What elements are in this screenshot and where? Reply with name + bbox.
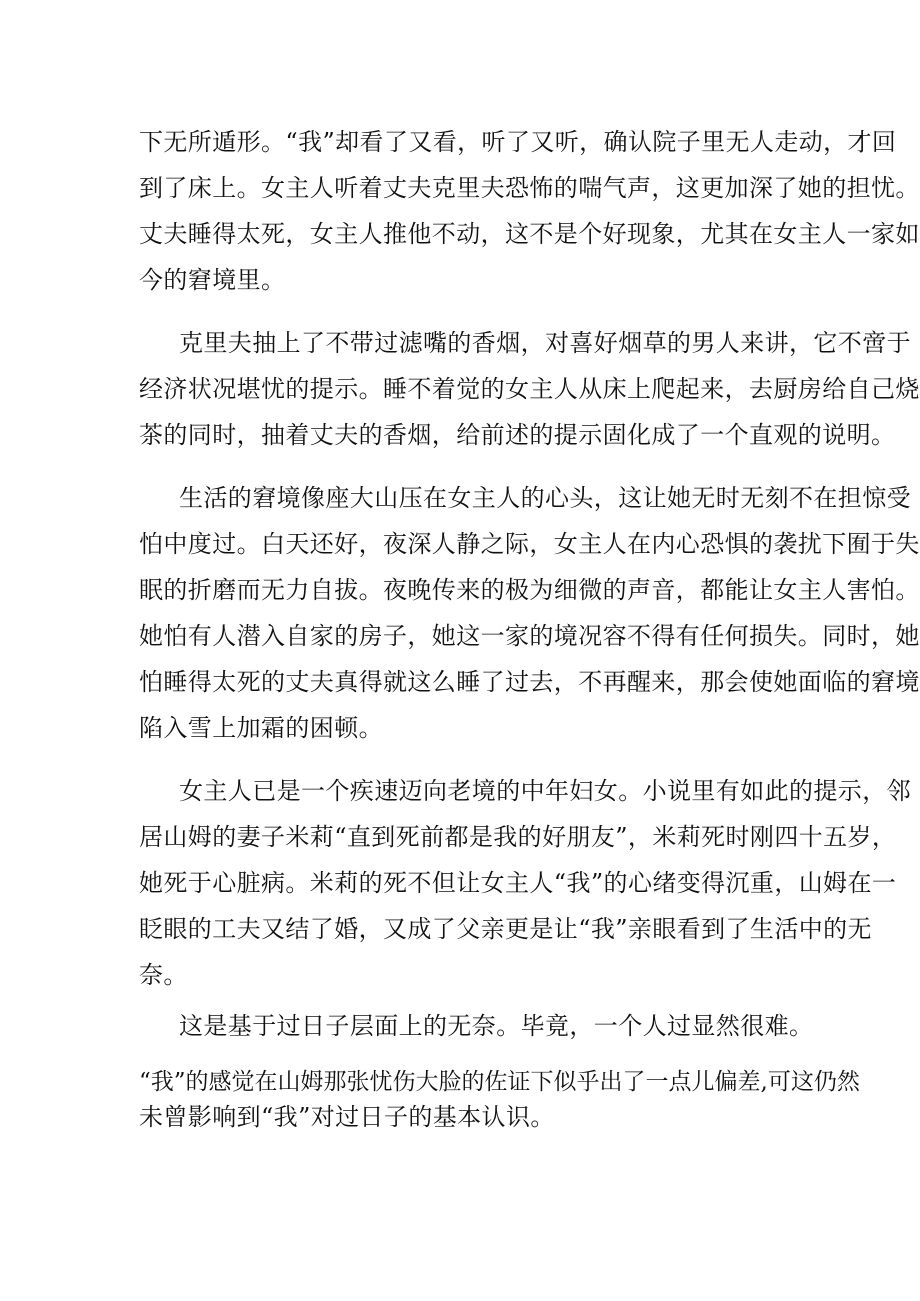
paragraph-1-line-4: 今的窘境里。 [139, 266, 286, 294]
paragraph-6-line-1: “我”的感觉在山姆那张忧伤大脸的佐证下似乎出了一点儿偏差,可这仍然 [139, 1069, 860, 1095]
paragraph-4-line-2: 居山姆的妻子米莉“直到死前都是我的好朋友”，米莉死时刚四十五岁， [139, 823, 897, 851]
paragraph-2-line-2: 经济状况堪忧的提示。睡不着觉的女主人从床上爬起来，去厨房给自己烧 [139, 375, 920, 403]
paragraph-3-line-5: 怕睡得太死的丈夫真得就这么睡了过去，不再醒来，那会使她面临的窘境 [139, 668, 920, 696]
paragraph-3-line-4: 她怕有人潜入自家的房子，她这一家的境况容不得有任何损失。同时，她 [139, 622, 920, 650]
paragraph-5-line-1: 这是基于过日子层面上的无奈。毕竟，一个人过显然很难。 [179, 1012, 814, 1040]
paragraph-6-line-2: 未曾影响到“我”对过日子的基本认识。 [139, 1103, 555, 1131]
paragraph-4-line-1: 女主人已是一个疾速迈向老境的中年妇女。小说里有如此的提示，邻 [179, 777, 911, 805]
paragraph-2-line-1: 克里夫抽上了不带过滤嘴的香烟，对喜好烟草的男人来讲，它不啻于 [179, 329, 911, 357]
paragraph-4-line-4: 眨眼的工夫又结了婚，又成了父亲更是让“我”亲眼看到了生活中的无 [139, 915, 872, 943]
paragraph-4-line-3: 她死于心脏病。米莉的死不但让女主人“我”的心绪变得沉重，山姆在一 [139, 869, 897, 897]
paragraph-1-line-3: 丈夫睡得太死，女主人推他不动，这不是个好现象，尤其在女主人一家如 [139, 220, 920, 248]
paragraph-1-line-2: 到了床上。女主人听着丈夫克里夫恐怖的喘气声，这更加深了她的担忧。 [139, 174, 920, 202]
paragraph-3-line-3: 眠的折磨而无力自拔。夜晚传来的极为细微的声音，都能让女主人害怕。 [139, 576, 920, 604]
paragraph-3-line-2: 怕中度过。白天还好，夜深人静之际，女主人在内心恐惧的袭扰下囿于失 [139, 530, 920, 558]
paragraph-2-line-3: 茶的同时，抽着丈夫的香烟，给前述的提示固化成了一个直观的说明。 [139, 421, 896, 449]
paragraph-4-line-5: 奈。 [139, 961, 188, 989]
paragraph-1-line-1: 下无所遁形。“我”却看了又看，听了又听，确认院子里无人走动，才回 [139, 128, 897, 156]
paragraph-3-line-1: 生活的窘境像座大山压在女主人的心头，这让她无时无刻不在担惊受 [179, 484, 911, 512]
paragraph-3-line-6: 陷入雪上加霜的困顿。 [139, 714, 383, 742]
